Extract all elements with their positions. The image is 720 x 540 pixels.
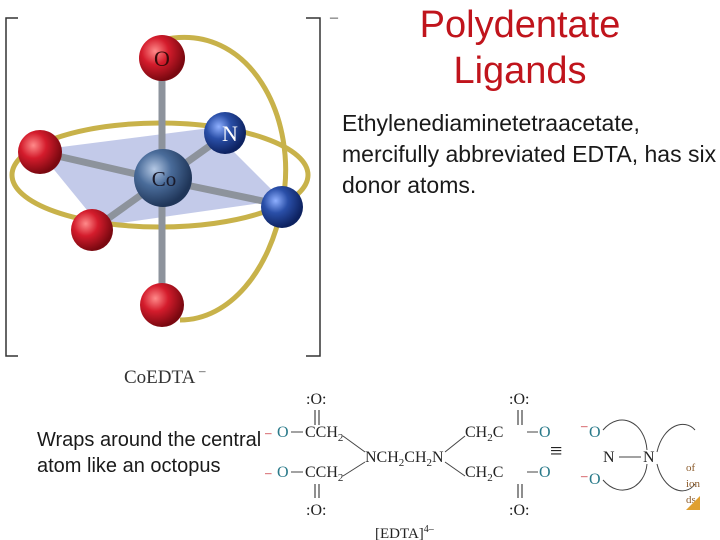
svg-text:O: O bbox=[589, 424, 601, 441]
edta-structure-diagram bbox=[265, 380, 720, 540]
complex-charge: – bbox=[330, 9, 338, 26]
ethylenediamine-bridge: $NCH_2CH_2N$ bbox=[365, 449, 444, 469]
svg-text::O:: :O: bbox=[509, 502, 530, 519]
page-curl-icon bbox=[686, 494, 700, 510]
carbonyl-group-bottom: $CCH_2$ bbox=[305, 464, 344, 484]
svg-text:CH2C: $CH_2C$ bbox=[465, 424, 504, 444]
simplified-n-left: N bbox=[603, 449, 615, 466]
svg-text:O: O bbox=[539, 424, 551, 441]
svg-text:–: – bbox=[265, 465, 272, 480]
oxygen-atom-bottom bbox=[140, 283, 184, 327]
caption-text: Wraps around the central atom like an octopus bbox=[37, 429, 262, 477]
minus-sign: – bbox=[265, 425, 272, 440]
svg-text:CH2C: $CH_2C$ bbox=[465, 464, 504, 484]
svg-text:O: O bbox=[539, 464, 551, 481]
top-left-carbonyl-o: :O: bbox=[306, 391, 327, 408]
title-line-1: Polydentate bbox=[419, 4, 621, 46]
complex-label: CoEDTA – bbox=[124, 363, 206, 388]
right-bracket bbox=[306, 18, 320, 356]
oxygen-atom-left bbox=[18, 130, 62, 174]
equivalence-sign: ≡ bbox=[550, 438, 563, 463]
svg-text:–: – bbox=[581, 468, 588, 483]
slide-title bbox=[360, 2, 680, 94]
edta-ion-label: [EDTA]$^{4-}$ bbox=[375, 524, 434, 540]
simplified-n-right: N bbox=[643, 449, 655, 466]
svg-text:O: O bbox=[277, 464, 289, 481]
title-line-2: Ligands bbox=[453, 50, 587, 92]
svg-text::O:: :O: bbox=[509, 391, 530, 408]
oxygen-atom-lower-left bbox=[71, 209, 113, 251]
coedta-3d-figure bbox=[0, 0, 345, 395]
nitrogen-atom-right bbox=[261, 186, 303, 228]
atom-label-co: Co bbox=[151, 167, 177, 191]
bottom-left-carbonyl-o: :O: bbox=[306, 502, 327, 519]
o-minus-label: O bbox=[277, 424, 289, 441]
svg-text:O: O bbox=[589, 471, 601, 488]
clipped-side-text: of ion ds bbox=[686, 462, 701, 506]
atom-label-o: O bbox=[154, 46, 170, 71]
svg-text:–: – bbox=[581, 418, 588, 433]
atom-label-n: N bbox=[222, 121, 238, 146]
description-text: Ethylenediaminetetraacetate, mercifully abbreviated EDTA, has six donor atoms. bbox=[342, 110, 717, 198]
carbonyl-group-top: $CCH_2$ bbox=[305, 424, 344, 444]
